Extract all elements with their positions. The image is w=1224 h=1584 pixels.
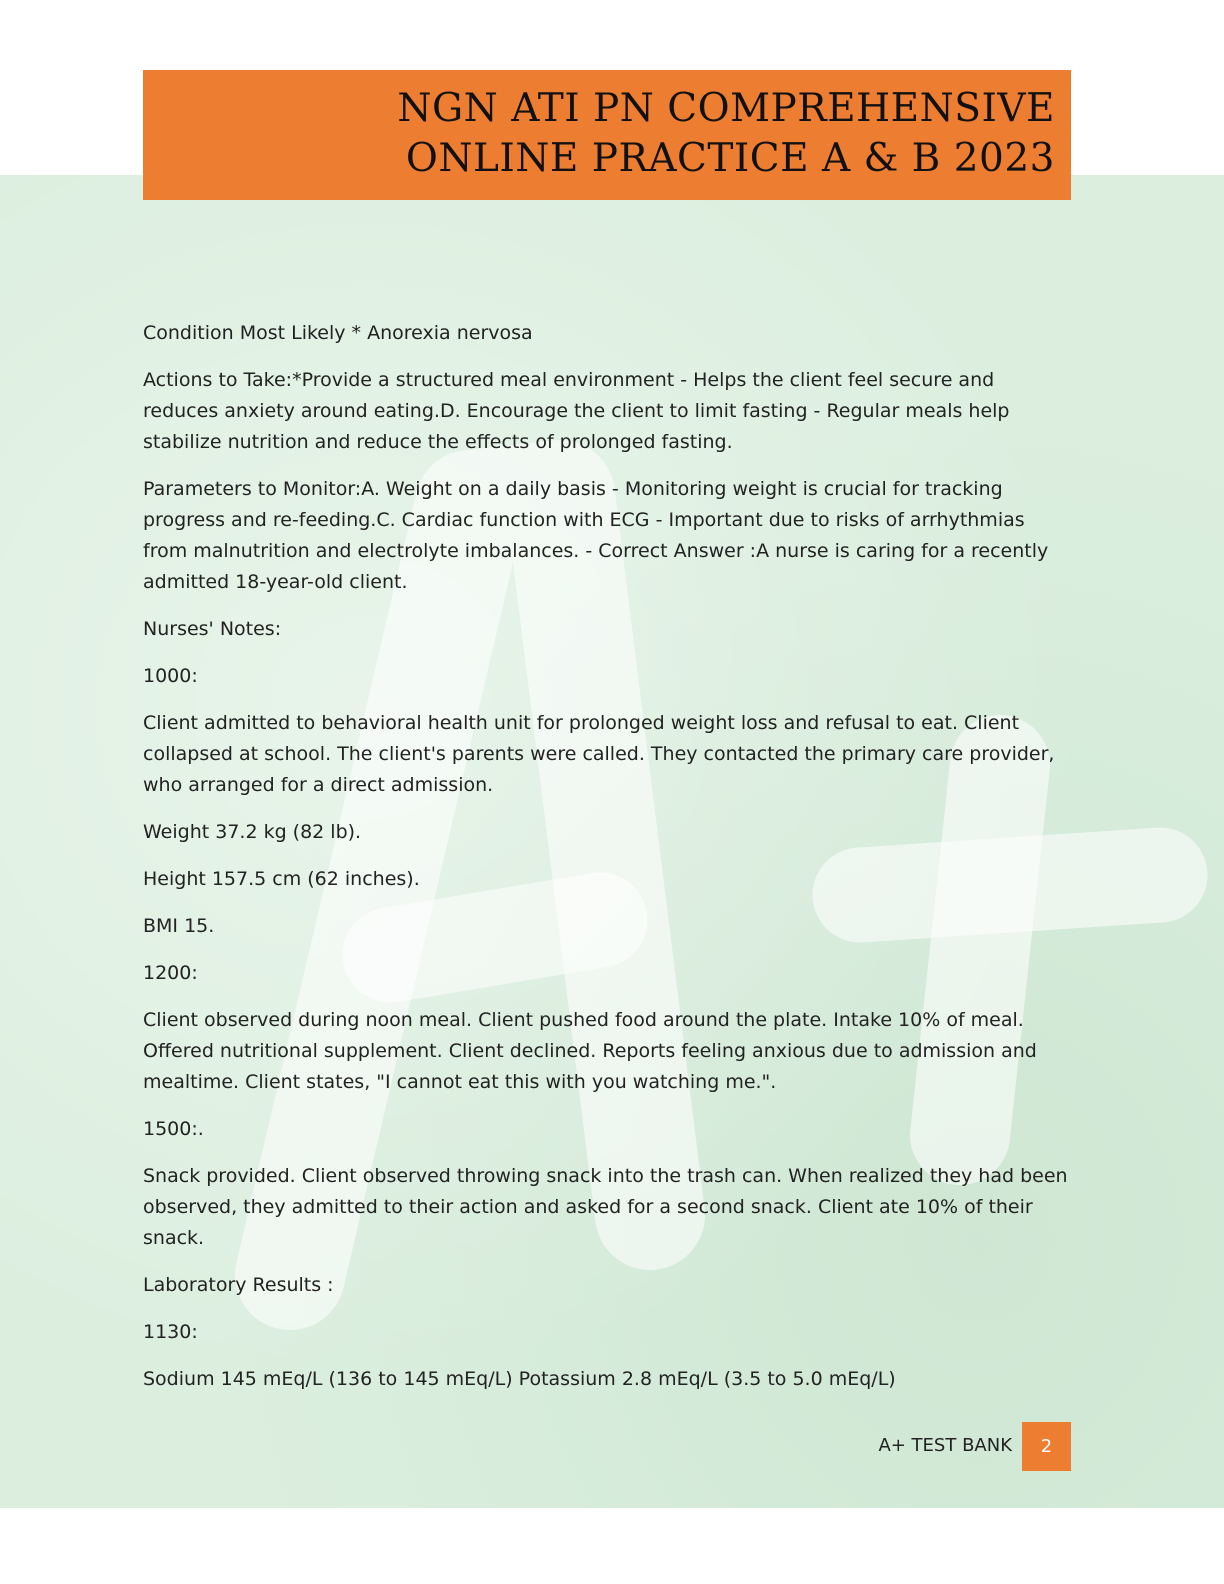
footer-label: A+ TEST BANK	[878, 1435, 1012, 1456]
paragraph-noon-meal-note: Client observed during noon meal. Client pushed food around the plate. Intake 10% of meal. Offered nutritional supplement. Client declined. Reports feeling anxious due to admission and mealtime. Client states, "I cannot eat this with you watching me.".	[143, 1009, 1037, 1093]
paragraph-condition: Condition Most Likely * Anorexia nervosa	[143, 322, 533, 344]
paragraph-height: Height 157.5 cm (62 inches).	[143, 868, 420, 890]
paragraph-time-1200: 1200:	[143, 962, 198, 984]
paragraph-time-1000: 1000:	[143, 665, 198, 687]
paragraph-actions: Actions to Take:*Provide a structured meal environment - Helps the client feel secure and reduces anxiety around eating.D. Encourage the client to limit fasting - Regular meals help stabilize nutrition and reduce the effects of prolonged fasting.	[143, 369, 1010, 453]
paragraph-weight: Weight 37.2 kg (82 lb).	[143, 821, 362, 843]
paragraph-nurses-notes-heading: Nurses' Notes:	[143, 618, 282, 640]
paragraph-electrolytes: Sodium 145 mEq/L (136 to 145 mEq/L) Potassium 2.8 mEq/L (3.5 to 5.0 mEq/L)	[143, 1368, 896, 1390]
paragraph-lab-results-heading: Laboratory Results :	[143, 1274, 334, 1296]
paragraph-snack-note: Snack provided. Client observed throwing snack into the trash can. When realized they had been observed, they admitted to their action and asked for a second snack. Client ate 10% of their snack.	[143, 1165, 1068, 1249]
title-banner	[143, 70, 1071, 200]
paragraph-time-1130: 1130:	[143, 1321, 198, 1343]
title-line-1: NGN ATI PN COMPREHENSIVE	[397, 86, 1055, 131]
page-number-badge: 2	[1022, 1422, 1071, 1471]
paragraph-bmi: BMI 15.	[143, 915, 215, 937]
paragraph-parameters: Parameters to Monitor:A. Weight on a daily basis - Monitoring weight is crucial for tracking progress and re-feeding.C. Cardiac function with ECG - Important due to risks of arrhythmias from malnutrition and electrolyte imbalances. - Correct Answer :A nurse is caring for a recently admitted 18-year-old client.	[143, 478, 1049, 593]
title-line-2: ONLINE PRACTICE A & B 2023	[405, 136, 1055, 181]
paragraph-time-1500: 1500:.	[143, 1118, 204, 1140]
document-body	[143, 318, 1073, 1411]
paragraph-admission-note: Client admitted to behavioral health unit for prolonged weight loss and refusal to eat. Client collapsed at school. The client's parents were called. They contacted the primary care provider, who arranged for a direct admission.	[143, 712, 1055, 796]
